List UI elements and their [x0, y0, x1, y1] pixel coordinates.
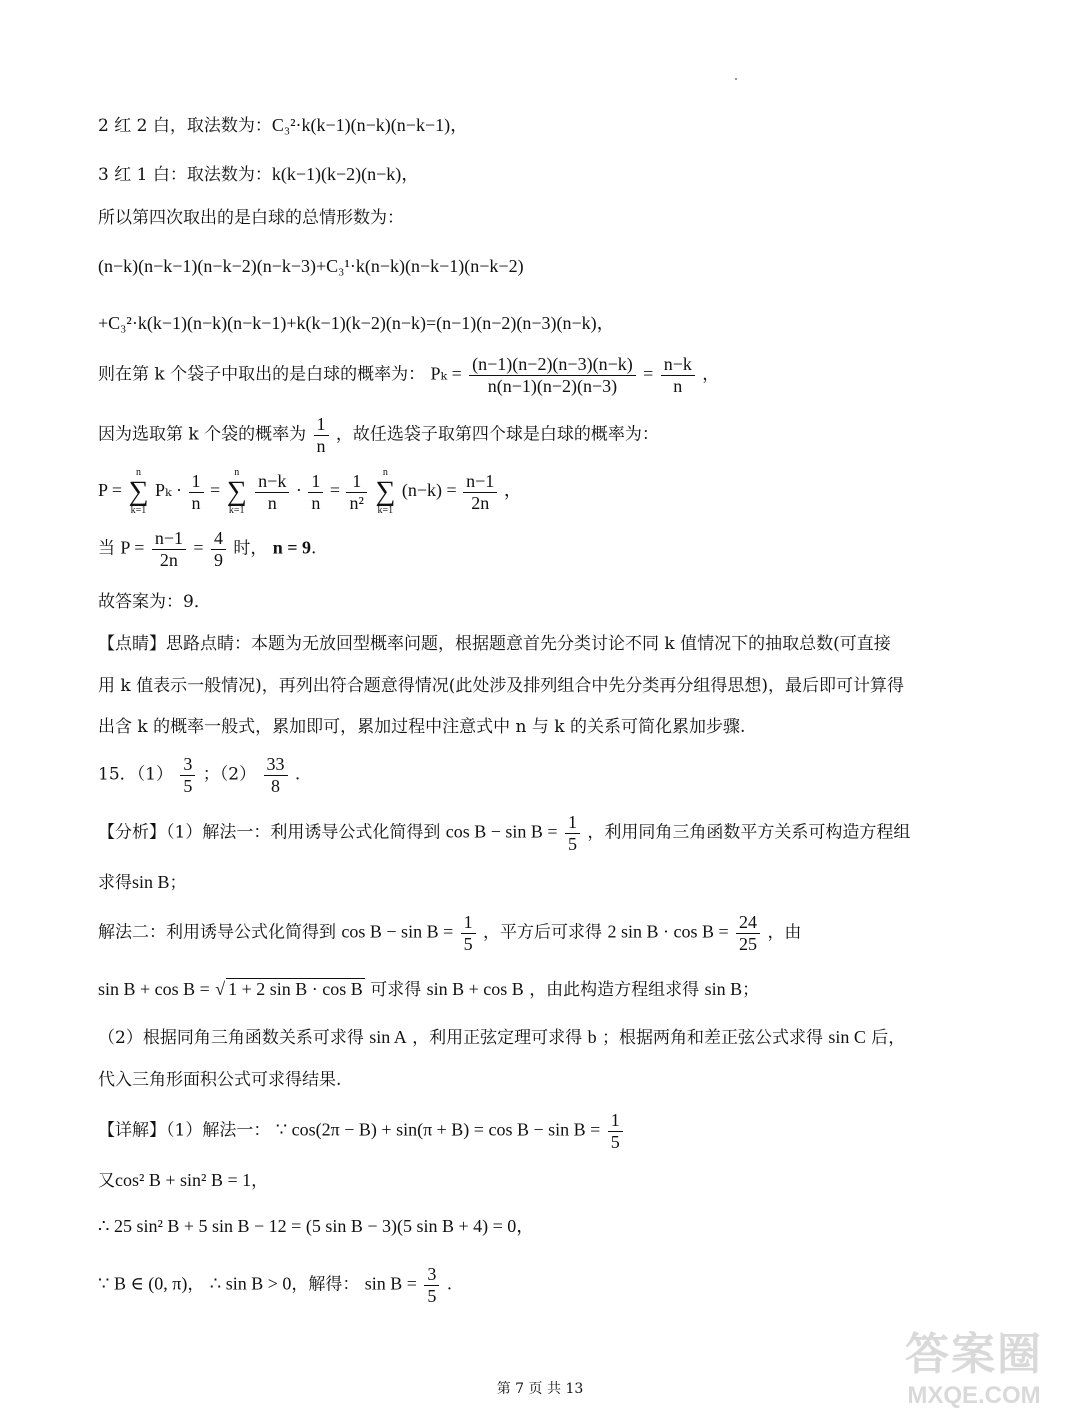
line-method-2: 解法二：利用诱导公式化简得到 cos B − sin B = $\frac{1}{5}$ ，平方后可求得 2 sin B · cos B = $\frac{24}{25}$ ，由	[98, 912, 802, 954]
line-detail-2: 又cos² B + sin² B = 1，	[98, 1170, 269, 1191]
fraction: $\frac{1}{5}$	[565, 812, 580, 854]
line-insight-2: 用 k 值表示一般情况)，再列出符合题意得情况(此处涉及排列组合中先分类再分组得思想)，最后即可计算得	[98, 676, 905, 696]
sum-symbol: n ∑ k=1	[375, 467, 396, 516]
line-sum-formula: P = n ∑ k=1 Pₖ · $\frac{1}{n}$ = n ∑ k=1 $\frac{n-k}{n}$ · $\frac{1}{n}$ = $\frac{1}{\text{n²}}$ n ∑ k=1 (n−k) = $\frac{n-1}{2n}$ ，	[98, 467, 522, 516]
fraction: $\frac{3}{5}$	[424, 1264, 439, 1306]
line-insight-3: 出含 k 的概率一般式，累加即可，累加过程中注意式中 n 与 k 的关系可简化累加步骤.	[98, 717, 746, 737]
fraction: $\frac{4}{9}$	[211, 528, 226, 570]
fraction: $\frac{n-k}{n}$	[255, 471, 289, 513]
watermark-logo	[905, 1318, 1043, 1410]
sum-symbol: n ∑ k=1	[128, 467, 149, 516]
line-3red-1white: 3 红 1 白：取法数为：k(k−1)(k−2)(n−k)，	[98, 164, 420, 185]
fraction: $\frac{(n-1)(n-2)(n-3)(n-k)}{n(n-1)(n-2)(n-3)}$	[469, 354, 636, 396]
fraction: $\frac{n-1}{2n}$	[152, 528, 186, 570]
fraction: $\frac{1}{n}$	[314, 414, 329, 456]
line-total-intro: 所以第四次取出的是白球的总情形数为：	[98, 208, 404, 228]
fraction: $\frac{33}{8}$	[264, 754, 288, 796]
page-number: 第 7 页 共 13	[496, 1381, 584, 1397]
line-analysis-2: 求得sin B；	[98, 872, 187, 893]
line-2red-2white: 2 红 2 白，取法数为：C₃²·k(k−1)(n−k)(n−k−1)，	[98, 115, 469, 136]
line-detail-3: ∴ 25 sin² B + 5 sin B − 12 = (5 sin B − 3)(5 sin B + 4) = 0，	[98, 1216, 535, 1236]
line-part2-analysis: （2）根据同角三角函数关系可求得 sin A ，利用正弦定理可求得 b ；根据两角和差正弦公式求得 sin C 后，	[98, 1027, 906, 1048]
line-detail-1: 【详解】（1）解法一： ∵ cos(2π − B) + sin(π + B) = cos B − sin B = $\frac{1}{5}$	[98, 1110, 625, 1152]
line-analysis-1: 【分析】（1）解法一：利用诱导公式化简得到 cos B − sin B = $\frac{1}{5}$ ，利用同角三角函数平方关系可构造方程组	[98, 812, 911, 854]
line-detail-4: ∵ B ∈ (0, π)， ∴ sin B > 0，解得： sin B = $\frac{3}{5}$ .	[98, 1264, 453, 1306]
sum-symbol: n ∑ k=1	[226, 467, 247, 516]
line-answer: 故答案为：9．	[98, 592, 211, 612]
line-solve-n: 当 P = $\frac{n-1}{2n}$ = $\frac{4}{9}$ 时， n = 9.	[98, 528, 317, 570]
fraction: $\frac{1}{5}$	[461, 912, 476, 954]
fraction: $\frac{1}{\text{n²}}$	[346, 471, 366, 513]
fraction: $\frac{3}{5}$	[180, 754, 195, 796]
line-total-formula-1: (n−k)(n−k−1)(n−k−2)(n−k−3)+C₃¹·k(n−k)(n−k−1)(n−k−2)	[98, 256, 524, 276]
line-probability-pk: 则在第 k 个袋子中取出的是白球的概率为： Pₖ = $\frac{(n-1)(n-2)(n-3)(n-k)}{n(n-1)(n-2)(n-3)}$ = $\frac{n-k}{n}$ ，	[98, 354, 720, 396]
stray-dot	[735, 78, 737, 80]
fraction: $\frac{24}{25}$	[736, 912, 760, 954]
watermark-url: MXQE.COM	[907, 1382, 1041, 1409]
fraction: $\frac{n-1}{2n}$	[463, 471, 497, 513]
fraction: $\frac{1}{n}$	[189, 471, 204, 513]
fraction: $\frac{n-k}{n}$	[661, 354, 695, 396]
line-select-probability: 因为选取第 k 个袋的概率为 $\frac{1}{n}$ ，故任选袋子取第四个球是白球的概率为：	[98, 414, 659, 456]
line-q15-answers: 15．（1） $\frac{3}{5}$ ；（2） $\frac{33}{8}$ .	[98, 754, 301, 796]
line-method-2-cont: sin B + cos B = √ 1 + 2 sin B · cos B 可求得 sin B + cos B ，由此构造方程组求得 sin B；	[98, 979, 760, 1000]
watermark-title: 答案圈	[905, 1330, 1043, 1379]
line-part2-conclusion: 代入三角形面积公式可求得结果.	[98, 1070, 342, 1090]
line-insight-1: 【点睛】思路点睛：本题为无放回型概率问题，根据题意首先分类讨论不同 k 值情况下的抽取总数(可直接	[98, 634, 891, 654]
fraction: $\frac{1}{n}$	[308, 471, 323, 513]
line-total-formula-2: +C₃²·k(k−1)(n−k)(n−k−1)+k(k−1)(k−2)(n−k)=(n−1)(n−2)(n−3)(n−k)，	[98, 313, 615, 333]
fraction: $\frac{1}{5}$	[608, 1110, 623, 1152]
